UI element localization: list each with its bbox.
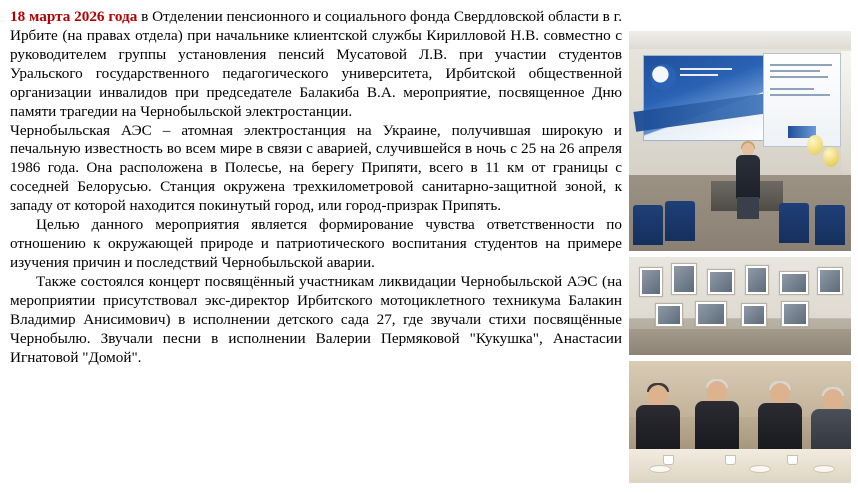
board-text-line bbox=[770, 94, 830, 96]
participant-person bbox=[753, 383, 807, 455]
paragraph-concert: Также состоялся концерт посвящённый участникам ликвидации Чернобыльской АЭС (на мероприятии присутствовал экс-директор Ирбитского мотоциклетного техникума Балакин Владимир Анисимович) в исполнении детского сада 27, где звучали стихи посвящённые Чернобылю. Звучали песни в исполнении Валерии Пермяковой "Кукушка", Анастасии Игнатовой "Домой". bbox=[10, 272, 622, 366]
balloon bbox=[807, 135, 823, 155]
torso bbox=[636, 405, 680, 453]
photo-participants-table bbox=[628, 360, 852, 484]
chair bbox=[665, 201, 695, 241]
event-date: 18 марта 2026 года bbox=[10, 8, 138, 25]
plate bbox=[749, 465, 771, 473]
board-text-line bbox=[770, 88, 814, 90]
poster-image bbox=[784, 304, 806, 324]
plate bbox=[649, 465, 671, 473]
paragraph-chernobyl-description: Чернобыльская АЭС – атомная электростанция на Украине, получившая широкую и печальную известность во всем мире в связи с аварией, случившейся в ночь с 25 на 26 апреля 1986 года. Она расположена в Полесье, на берегу Припяти, всего в 11 км от границы с соседней Белорусью. Станция окружена трехкилометровой санитарно-защитной зоной, к западу от которой находится покинутый город, или город-призрак Припять. bbox=[10, 121, 622, 215]
banner-text-line bbox=[680, 68, 732, 70]
chair bbox=[815, 205, 845, 245]
paragraph-intro-text: в Отделении пенсионного и социального фонда Свердловской области в г. Ирбите (на правах отдела) при начальнике клиентской службы Кирилловой Н.В. совместно с руководителем группы установления пенсий Мусатовой Л.В. при участии студентов Уральского государственного педагогического университета, Ирбитской общественной организации инвалидов при председателе Балакиба В.А. мероприятие, посвященное Дню памяти трагедии на Чернобыльской электростанции. bbox=[10, 8, 622, 120]
paragraph-intro bbox=[10, 8, 622, 122]
poster bbox=[779, 271, 809, 295]
chair-row bbox=[629, 183, 851, 245]
poster bbox=[671, 263, 697, 295]
head bbox=[770, 383, 790, 405]
poster-image bbox=[782, 274, 806, 292]
window bbox=[841, 51, 851, 171]
fund-logo-icon bbox=[650, 64, 676, 90]
poster bbox=[781, 301, 809, 327]
fund-banner bbox=[643, 55, 775, 141]
board-text-line bbox=[770, 76, 828, 78]
paragraph-event-purpose: Целью данного мероприятия является формирование чувства ответственности по отношению к окружающей природе и патриотического воспитания студентов на примере изучения причин и последствий Чернобыльской аварии. bbox=[10, 216, 622, 271]
poster bbox=[707, 269, 735, 295]
banner-text-line bbox=[680, 74, 718, 76]
balloon bbox=[823, 147, 839, 167]
poster bbox=[817, 267, 843, 295]
poster-image bbox=[658, 306, 680, 324]
ceiling bbox=[629, 31, 851, 49]
poster bbox=[745, 265, 769, 295]
plate bbox=[813, 465, 835, 473]
floor bbox=[629, 329, 851, 355]
photo-hall-presentation bbox=[628, 30, 852, 252]
head bbox=[823, 389, 843, 411]
cup bbox=[787, 455, 798, 465]
chair bbox=[633, 205, 663, 245]
poster-image bbox=[820, 270, 840, 292]
chair bbox=[779, 203, 809, 243]
poster-image bbox=[642, 270, 660, 294]
poster-image bbox=[674, 266, 694, 292]
participant-person bbox=[811, 389, 852, 455]
poster bbox=[655, 303, 683, 327]
poster bbox=[639, 267, 663, 297]
torso bbox=[758, 403, 802, 451]
cup bbox=[663, 455, 674, 465]
head bbox=[707, 381, 727, 403]
head bbox=[648, 385, 668, 407]
board-text-line bbox=[770, 70, 820, 72]
photo-exhibition-posters bbox=[628, 256, 852, 356]
participant-person bbox=[691, 381, 743, 455]
torso bbox=[695, 401, 739, 449]
board-text-line bbox=[770, 64, 832, 66]
article-body bbox=[10, 8, 622, 368]
photo-column bbox=[628, 30, 852, 484]
cup bbox=[725, 455, 736, 465]
poster-image bbox=[710, 272, 732, 292]
poster-image bbox=[698, 304, 724, 324]
info-board bbox=[763, 53, 841, 147]
poster-image bbox=[744, 306, 764, 324]
poster bbox=[695, 301, 727, 327]
participant-person bbox=[633, 385, 683, 455]
poster-image bbox=[748, 268, 766, 292]
poster bbox=[741, 303, 767, 327]
